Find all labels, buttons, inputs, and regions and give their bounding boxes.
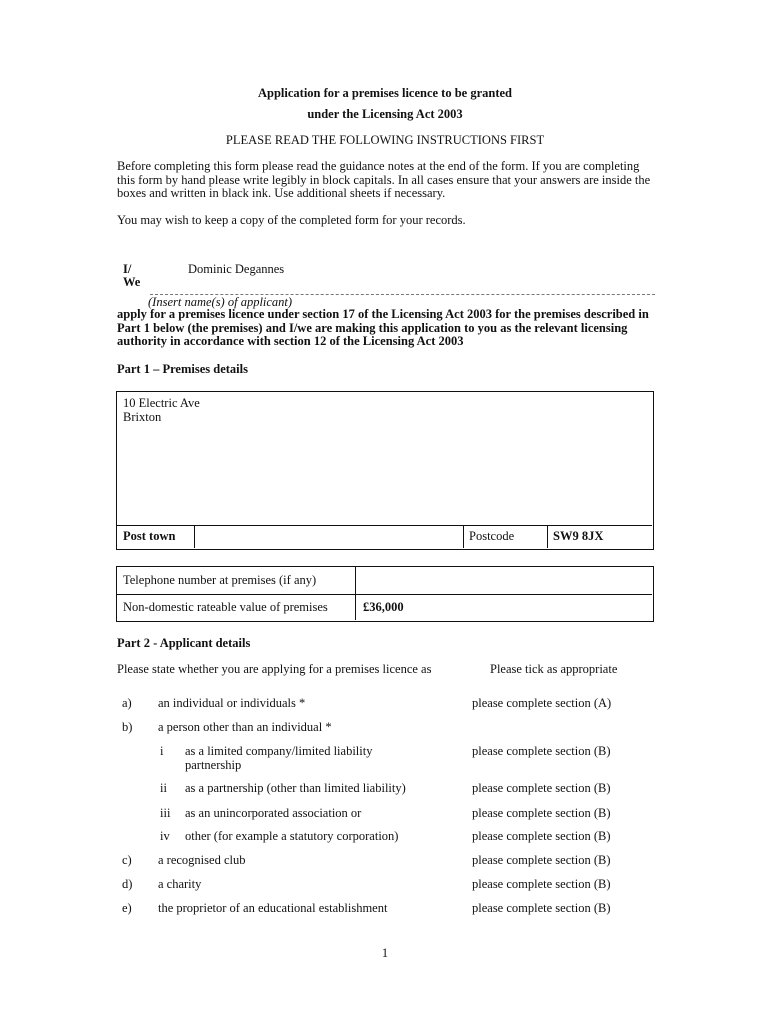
address-line1: 10 Electric Ave [123, 396, 200, 410]
apply-statement: apply for a premises licence under section 17 of the Licensing Act 2003 for the premises described in Part 1 below (the premises) and I/we are making this application to you as the relevant licensing authority in accordance with section 12 of the Licensing Act 2003 [117, 307, 649, 348]
applicant-name-hint: (Insert name(s) of applicant) [148, 295, 293, 309]
premises-values-table [116, 566, 654, 622]
option-e-marker: e) [122, 901, 132, 915]
option-a-action: please complete section (A) [472, 696, 612, 710]
option-b-iv-marker: iv [160, 829, 170, 843]
option-b-iv-action: please complete section (B) [472, 829, 611, 843]
option-b-iii-text[interactable]: as an unincorporated association or [185, 806, 362, 820]
option-b-iv-text[interactable]: other (for example a statutory corporation) [185, 829, 399, 843]
option-b-marker: b) [122, 720, 133, 734]
postcode-value-divider [547, 525, 548, 548]
option-b-ii-text[interactable]: as a partnership (other than limited liability) [185, 781, 406, 795]
address-divider [117, 525, 652, 526]
option-d-action: please complete section (B) [472, 877, 611, 891]
option-b-i-text[interactable]: as a limited company/limited liability partnership [185, 744, 373, 772]
label-we: We [123, 275, 141, 289]
post-town-label: Post town [123, 529, 176, 543]
address-line2: Brixton [123, 410, 162, 424]
values-row-divider [117, 594, 652, 595]
applicant-name-field[interactable]: Dominic Degannes [188, 262, 285, 276]
option-b-ii-action: please complete section (B) [472, 781, 611, 795]
option-a-text[interactable]: an individual or individuals * [158, 696, 306, 710]
label-i: I/ [123, 262, 132, 276]
page-number: 1 [381, 946, 389, 960]
option-d-text[interactable]: a charity [158, 877, 202, 891]
option-b-ii-marker: ii [160, 781, 167, 795]
postcode-field[interactable]: SW9 8JX [553, 529, 604, 543]
part1-heading: Part 1 – Premises details [117, 362, 248, 376]
option-e-action: please complete section (B) [472, 901, 611, 915]
post-town-field[interactable] [197, 529, 462, 545]
option-c-text[interactable]: a recognised club [158, 853, 246, 867]
postcode-label-divider [463, 525, 464, 548]
premises-details-box [116, 391, 654, 550]
part2-prompt: Please state whether you are applying for a premises licence as [117, 662, 432, 676]
intro-paragraph: Before completing this form please read the guidance notes at the end of the form. If you are completing this form by hand please write legibly in block capitals. In all cases ensure that your answers are inside the boxes and written in black ink. Use additional sheets if necessary. [117, 159, 651, 200]
instructions-heading: PLEASE READ THE FOLLOWING INSTRUCTIONS FIRST [225, 133, 545, 147]
option-b-iii-marker: iii [160, 806, 171, 820]
rateable-field[interactable]: £36,000 [363, 600, 404, 614]
form-title-line2: under the Licensing Act 2003 [307, 107, 463, 121]
option-c-action: please complete section (B) [472, 853, 611, 867]
option-b-i-action: please complete section (B) [472, 744, 611, 758]
records-note: You may wish to keep a copy of the completed form for your records. [117, 213, 466, 227]
premises-address-field[interactable] [123, 396, 200, 424]
option-d-marker: d) [122, 877, 133, 891]
option-c-marker: c) [122, 853, 132, 867]
telephone-label: Telephone number at premises (if any) [123, 573, 317, 587]
option-b-iii-action: please complete section (B) [472, 806, 611, 820]
tick-hint: Please tick as appropriate [490, 662, 618, 676]
option-b-text: a person other than an individual * [158, 720, 332, 734]
part2-heading: Part 2 - Applicant details [117, 636, 251, 650]
postcode-label: Postcode [469, 529, 515, 543]
option-a-marker: a) [122, 696, 132, 710]
rateable-label: Non-domestic rateable value of premises [123, 600, 328, 614]
option-e-text[interactable]: the proprietor of an educational establishment [158, 901, 388, 915]
post-town-divider [194, 525, 195, 548]
option-b-i-marker: i [160, 744, 164, 758]
telephone-field[interactable] [359, 571, 649, 589]
form-title-line1: Application for a premises licence to be granted [257, 86, 513, 100]
